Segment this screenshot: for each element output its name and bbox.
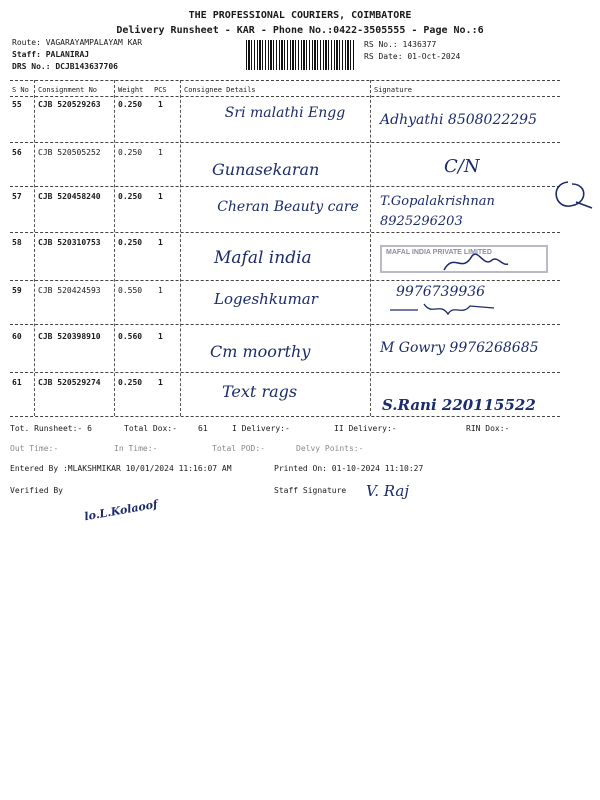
row-pcs: 1 <box>158 100 163 109</box>
tot-runsheet: Tot. Runsheet:- 6 <box>10 424 92 433</box>
col-divider <box>114 80 115 416</box>
row-pcs: 1 <box>158 286 163 295</box>
total-dox-value: 61 <box>198 424 208 433</box>
row-pcs: 1 <box>158 192 163 201</box>
row-consignment: CJB 520529263 <box>38 100 101 109</box>
rs-date-label: RS Date: <box>364 52 403 61</box>
col-divider <box>34 80 35 416</box>
col-sno: S No <box>12 86 29 94</box>
signature-scrawl <box>548 178 594 214</box>
row-divider <box>10 416 560 417</box>
row-sno: 55 <box>12 100 22 109</box>
row-consignee-handwriting: Sri malathi Engg <box>224 105 346 121</box>
row-pcs: 1 <box>158 332 163 341</box>
entered-by: Entered By :MLAKSHMIKAR 10/01/2024 11:16:07 AM <box>10 464 232 473</box>
col-signature: Signature <box>374 86 412 94</box>
col-consignment: Consignment No <box>38 86 98 94</box>
row-consignee-handwriting: Gunasekaran <box>212 160 320 179</box>
printed-on: Printed On: 01-10-2024 11:10:27 <box>274 464 424 473</box>
row-consignee-handwriting: Text rags <box>222 382 298 401</box>
col-divider <box>180 80 181 416</box>
row-signature-handwriting: C/N <box>444 156 480 177</box>
row-signature-handwriting: 9976739936 <box>396 284 486 300</box>
total-dox-label: Total Dox:- <box>124 424 177 433</box>
row-weight: 0.250 <box>118 238 143 247</box>
rin-dox: RIN Dox:- <box>466 424 510 433</box>
i-delivery: I Delivery:- <box>232 424 290 433</box>
signature-scrawl <box>388 300 498 320</box>
rs-no-line <box>364 40 436 49</box>
row-sno: 61 <box>12 378 22 387</box>
barcode <box>246 40 356 70</box>
drs-value: DCJB143637706 <box>55 62 118 71</box>
row-consignment: CJB 520458240 <box>38 192 101 201</box>
row-divider <box>10 232 560 233</box>
route-line <box>12 38 142 47</box>
row-consignee-handwriting: Mafal india <box>214 248 312 268</box>
row-consignment: CJB 520424593 <box>38 286 101 295</box>
row-consignment: CJB 520398910 <box>38 332 101 341</box>
row-sno: 56 <box>12 148 22 157</box>
row-divider <box>10 142 560 143</box>
row-weight: 0.250 <box>118 192 143 201</box>
col-weight: Weight <box>118 86 144 94</box>
rs-date-value: 01-Oct-2024 <box>407 52 461 61</box>
col-consignee: Consignee Details <box>184 86 256 94</box>
divider <box>10 96 560 97</box>
row-weight: 0.250 <box>118 148 143 157</box>
staff-value: PALANIRAJ <box>45 50 90 59</box>
drs-label: DRS No.: <box>12 62 51 71</box>
row-pcs: 1 <box>158 378 163 387</box>
row-weight: 0.560 <box>118 332 143 341</box>
staff-signature-label: Staff Signature <box>274 486 347 495</box>
row-weight: 0.250 <box>118 100 143 109</box>
row-consignment: CJB 520529274 <box>38 378 101 387</box>
route-label: Route: <box>12 38 41 47</box>
row-signature-handwriting: T.Gopalakrishnan 8925296203 <box>380 194 495 229</box>
route-value: VAGARAYAMPALAYAM KAR <box>45 38 143 47</box>
runsheet-title: Delivery Runsheet - KAR - Phone No.:0422-3505555 - Page No.:6 <box>116 25 484 36</box>
row-sno: 58 <box>12 238 22 247</box>
row-signature-handwriting: S.Rani 220115522 <box>382 396 536 414</box>
col-divider <box>370 80 371 416</box>
row-consignee-handwriting: Logeshkumar <box>214 290 318 308</box>
row-signature-handwriting: Adhyathi 8508022295 <box>380 112 537 128</box>
verified-by: Verified By <box>10 486 63 495</box>
row-sno: 59 <box>12 286 22 295</box>
out-time: Out Time:- <box>10 444 59 453</box>
row-weight: 0.250 <box>118 378 143 387</box>
rs-no-value: 1436377 <box>402 40 437 49</box>
stamp-text: MAFAL INDIA PRIVATE LIMITED <box>386 249 492 256</box>
rs-date-line <box>364 52 460 61</box>
signature-scrawl <box>440 248 510 278</box>
company-title: THE PROFESSIONAL COURIERS, COIMBATORE <box>188 10 412 21</box>
row-sno: 57 <box>12 192 22 201</box>
col-pcs: PCS <box>154 86 167 94</box>
row-pcs: 1 <box>158 148 163 157</box>
staff-handwriting: V. Raj <box>366 482 409 500</box>
row-weight: 0.550 <box>118 286 143 295</box>
row-sno: 60 <box>12 332 22 341</box>
row-consignment: CJB 520310753 <box>38 238 101 247</box>
in-time: In Time:- <box>114 444 158 453</box>
total-pod: Total POD:- <box>212 444 265 453</box>
verifier-handwriting: lo.L.Kolaoof <box>83 497 159 524</box>
ii-delivery: II Delivery:- <box>334 424 397 433</box>
staff-line <box>12 50 89 59</box>
row-pcs: 1 <box>158 238 163 247</box>
rs-no-label: RS No.: <box>364 40 398 49</box>
row-consignee-handwriting: Cheran Beauty care <box>217 199 359 215</box>
row-consignment: CJB 520505252 <box>38 148 101 157</box>
drs-line <box>12 62 118 71</box>
row-signature-handwriting: M Gowry 9976268685 <box>380 340 539 356</box>
row-divider <box>10 324 560 325</box>
row-divider <box>10 280 560 281</box>
divider <box>10 80 560 81</box>
row-consignee-handwriting: Cm moorthy <box>210 342 311 361</box>
delvy-points: Delvy Points:- <box>296 444 364 453</box>
row-divider <box>10 372 560 373</box>
staff-label: Staff: <box>12 50 41 59</box>
row-divider <box>10 186 560 187</box>
